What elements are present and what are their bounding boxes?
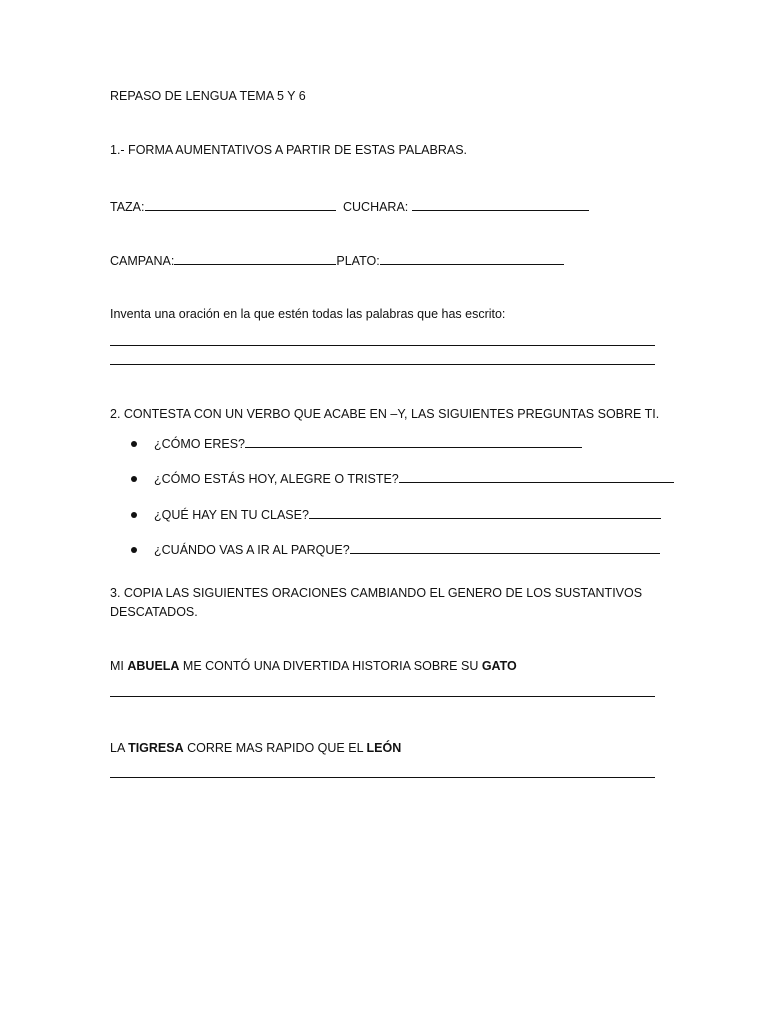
question-item (131, 506, 661, 522)
highlighted-noun: ABUELA (127, 659, 180, 673)
question-text: ¿QUÉ HAY EN TU CLASE? (154, 508, 309, 522)
sentence-abuela (110, 659, 517, 673)
section2-heading: 2. CONTESTA CON UN VERBO QUE ACABE EN –Y, LAS SIGUIENTES PREGUNTAS SOBRE TI. (110, 407, 660, 421)
question-text: ¿CUÁNDO VAS A IR AL PARQUE? (154, 543, 350, 557)
answer-line-4[interactable] (110, 777, 655, 778)
row-campana-plato (110, 252, 564, 268)
bullet-icon (131, 547, 137, 553)
answer-line-2[interactable] (110, 364, 655, 365)
question-item (131, 541, 660, 557)
question-text: ¿CÓMO ERES? (154, 437, 245, 451)
answer-campana[interactable] (174, 252, 336, 265)
section1-heading: 1.- FORMA AUMENTATIVOS A PARTIR DE ESTAS PALABRAS. (110, 143, 468, 157)
answer-question-1[interactable] (245, 435, 582, 448)
label-plato: PLATO: (336, 254, 380, 268)
sentence-text: MI (110, 659, 128, 673)
highlighted-noun: GATO (481, 659, 517, 673)
label-campana: CAMPANA: (110, 254, 175, 268)
answer-taza[interactable] (145, 198, 336, 211)
answer-plato[interactable] (380, 252, 564, 265)
label-cuchara: CUCHARA: (342, 200, 409, 214)
section3-heading-line1: 3. COPIA LAS SIGUIENTES ORACIONES CAMBIANDO EL GENERO DE LOS SUSTANTIVOS (110, 586, 643, 600)
highlighted-noun: TIGRESA (128, 741, 184, 755)
sentence-text: ME CONTÓ UNA DIVERTIDA HISTORIA SOBRE SU (179, 659, 482, 673)
answer-question-4[interactable] (350, 541, 660, 554)
bullet-icon (131, 476, 137, 482)
page-title: REPASO DE LENGUA TEMA 5 Y 6 (110, 89, 306, 103)
answer-line-1[interactable] (110, 345, 655, 346)
sentence-text: LA (110, 741, 129, 755)
label-taza: TAZA: (110, 200, 145, 214)
question-item (131, 470, 674, 486)
sentence-tigresa (110, 741, 401, 755)
bullet-icon (131, 512, 137, 518)
answer-question-2[interactable] (399, 470, 674, 483)
highlighted-noun: LEÓN (366, 741, 402, 755)
section3-heading-line2: DESCATADOS. (110, 605, 198, 619)
row-taza-cuchara (110, 198, 589, 214)
answer-question-3[interactable] (309, 506, 661, 519)
question-item (131, 435, 582, 451)
sentence-text: CORRE MAS RAPIDO QUE EL (183, 741, 367, 755)
answer-cuchara[interactable] (412, 198, 589, 211)
question-text: ¿CÓMO ESTÁS HOY, ALEGRE O TRISTE? (154, 472, 399, 486)
bullet-icon (131, 441, 137, 447)
answer-line-3[interactable] (110, 696, 655, 697)
sentence-prompt: Inventa una oración en la que estén todas las palabras que has escrito: (110, 307, 506, 321)
